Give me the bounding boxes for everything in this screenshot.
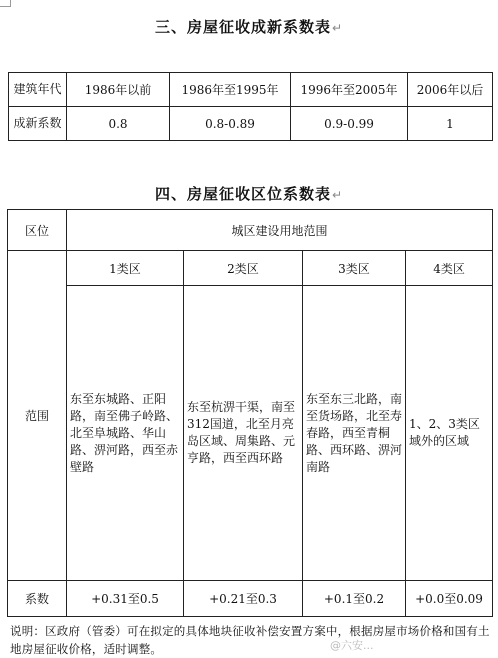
coef-cell: 0.8	[67, 107, 170, 141]
table-row	[9, 107, 493, 141]
page-corner-mark	[0, 0, 11, 7]
table-row	[8, 251, 493, 286]
section3-title	[0, 16, 498, 37]
coef-cell: 1	[408, 107, 493, 141]
note-text: 说明：区政府（管委）可在拟定的具体地块征收补偿安置方案中，根据房屋市场价格和国有土地房屋征收价格，适时调整。	[10, 624, 490, 656]
coef-cell: +0.31至0.5	[67, 581, 184, 617]
range-cell: 东至杭淠干渠，南至312国道，北至月亮岛区域、周集路、元亨路，西至西环路	[184, 286, 303, 581]
coef-cell: +0.0至0.09	[406, 581, 493, 617]
range-cell: 东至东三北路，南至货场路，北至寿春路，西至青桐路、西环路、淠河南路	[303, 286, 406, 581]
coef-label-cell: 系数	[8, 581, 67, 617]
range-cell: 1、2、3类区域外的区域	[406, 286, 493, 581]
watermark: @六安...	[330, 639, 374, 652]
coef-cell: 0.8-0.89	[170, 107, 291, 141]
range-cell: 东至东城路、正阳路，南至佛子岭路、北至阜城路、华山路、淠河路，西至赤壁路	[67, 286, 184, 581]
table-row	[8, 210, 493, 251]
year-cell: 1996年至2005年	[291, 73, 408, 107]
class-cell: 3类区	[303, 251, 406, 286]
year-cell: 1986年至1995年	[170, 73, 291, 107]
coef-cell: +0.1至0.2	[303, 581, 406, 617]
coef-cell: 0.9-0.99	[291, 107, 408, 141]
table-row	[8, 286, 493, 581]
year-cell: 1986年以前	[67, 73, 170, 107]
paragraph-mark-icon: ↵	[331, 21, 344, 35]
class-cell: 2类区	[184, 251, 303, 286]
coef-cell: +0.21至0.3	[184, 581, 303, 617]
section4-title-text: 四、房屋征收区位系数表	[154, 185, 331, 203]
location-table	[7, 209, 493, 617]
section4-title	[0, 183, 498, 204]
year-cell: 2006年以后	[408, 73, 493, 107]
class-cell: 4类区	[406, 251, 493, 286]
section3-title-text: 三、房屋征收成新系数表	[154, 18, 331, 36]
table-row	[8, 581, 493, 617]
zone-header-cell: 区位	[8, 210, 67, 251]
paragraph-mark-icon: ↵	[331, 188, 344, 202]
depreciation-table	[8, 72, 493, 141]
table-row	[9, 73, 493, 107]
span-header-cell: 城区建设用地范围	[67, 210, 493, 251]
coef-label-cell: 成新系数	[9, 107, 67, 141]
range-label-cell: 范围	[8, 251, 67, 581]
year-label-cell: 建筑年代	[9, 73, 67, 107]
class-cell: 1类区	[67, 251, 184, 286]
